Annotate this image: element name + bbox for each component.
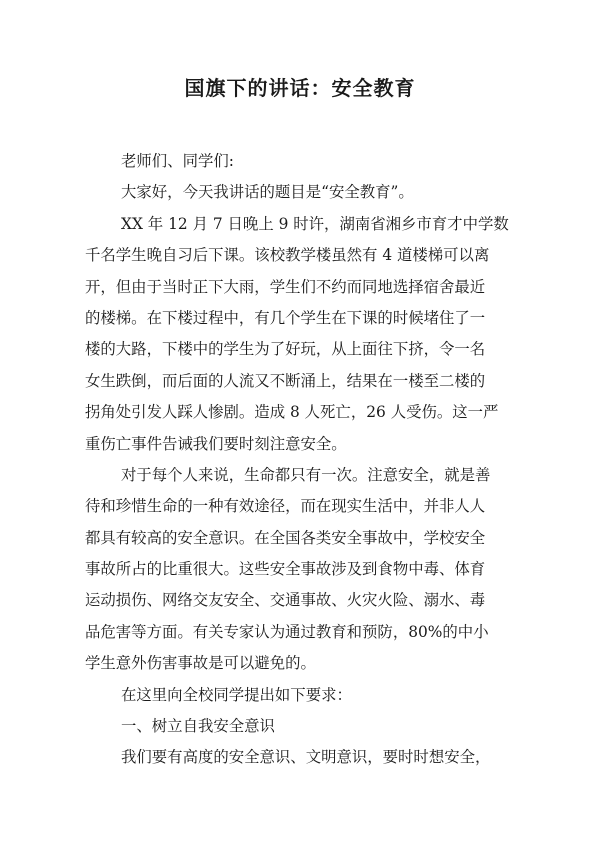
salutation-line: 老师们、同学们: — [121, 152, 234, 170]
paragraph-line: 事故所占的比重很大。这些安全事故涉及到食物中毒、体育 — [85, 560, 486, 579]
paragraph-line: 在这里向全校同学提出如下要求： — [121, 685, 352, 704]
paragraph-line: 品危害等方面。有关专家认为通过教育和预防，80%的中小 — [85, 622, 489, 641]
paragraph-line: 学生意外伤害事故是可以避免的。 — [85, 654, 316, 673]
section-heading: 一、树立自我安全意识 — [121, 717, 275, 736]
document-body — [85, 146, 519, 774]
paragraph-line: 拐角处引发人踩人惨剧。造成 8 人死亡，26 人受伤。这一严 — [85, 403, 499, 422]
document-title: 国旗下的讲话：安全教育 — [184, 76, 416, 100]
paragraph-line: XX 年 12 月 7 日晚上 9 时许，湖南省湘乡市育才中学数 — [121, 214, 509, 233]
paragraph-line: 开，但由于当时正下大雨，学生们不约而同地选择宿舍最近 — [85, 277, 486, 296]
paragraph-line: 的楼梯。在下楼过程中，有几个学生在下课的时候堵住了一 — [85, 308, 486, 327]
paragraph-line: 大家好，今天我讲话的题目是“安全教育”。 — [121, 183, 414, 202]
paragraph-line: 待和珍惜生命的一种有效途径，而在现实生活中，并非人人 — [85, 497, 486, 516]
paragraph-line: 女生跌倒，而后面的人流又不断涌上，结果在一楼至二楼的 — [85, 371, 486, 390]
paragraph-line: 楼的大路，下楼中的学生为了好玩，从上面往下挤，令一名 — [85, 340, 486, 359]
paragraph-line: 都具有较高的安全意识。在全国各类安全事故中，学校安全 — [85, 528, 486, 547]
paragraph-line: 我们要有高度的安全意识、文明意识，要时时想安全， — [121, 748, 491, 767]
paragraph-line: 对于每个人来说，生命都只有一次。注意安全，就是善 — [121, 465, 491, 484]
paragraph-line: 运动损伤、网络交友安全、交通事故、火灾火险、溺水、毒 — [85, 591, 486, 610]
paragraph-line: 千名学生晚自习后下课。该校教学楼虽然有 4 道楼梯可以离 — [85, 246, 490, 265]
paragraph-line: 重伤亡事件告诫我们要时刻注意安全。 — [85, 434, 347, 453]
